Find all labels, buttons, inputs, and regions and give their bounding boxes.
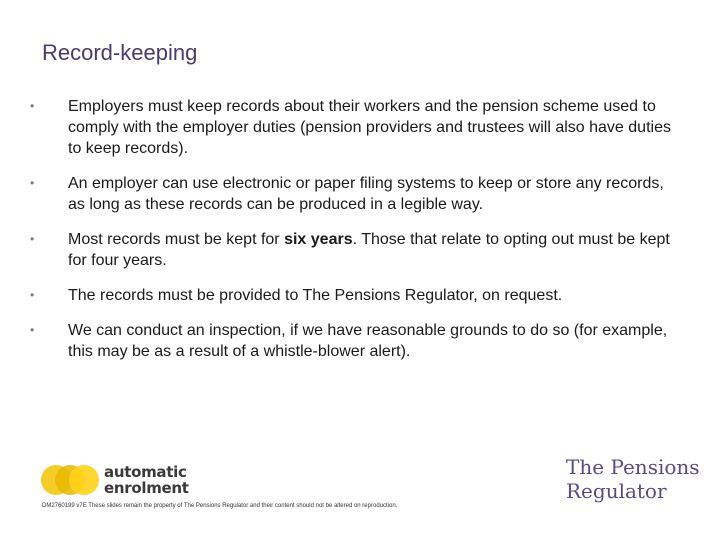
slide-title: Record-keeping [42,40,198,65]
tpr-logo-line2: Regulator [566,479,667,503]
bullet-text: The records must be provided to The Pensions Regulator, on request. [68,287,563,304]
bullet-text-end: . Those that relate to opting out must be kept for four years. [68,231,670,269]
ae-logo-line1: automatic [104,463,187,481]
bullet-text-emphasis: six years [284,231,353,248]
bullet-text-start: Most records must be kept for [68,231,285,248]
bullet-item [30,173,680,215]
bullet-dot: • [30,99,35,113]
bullet-text: Employers must keep records about their workers and the pension scheme used to comply with the employer duties (pension providers and trustees will also have duties to keep records). [68,98,671,157]
footer-disclaimer: DM2760199 v7E These slides remain the property of The Pensions Regulator and their content should not be altered on reproduction. [42,503,398,509]
bullet-dot: • [30,323,35,337]
bullet-item [30,285,680,306]
ae-logo-circles-icon [40,462,102,498]
bullet-dot: • [30,288,35,302]
bullet-item [30,320,680,362]
bullet-list [30,96,680,376]
automatic-enrolment-logo [40,462,210,498]
bullet-dot: • [30,176,35,190]
ae-logo-circle [69,465,99,495]
bullet-text: An employer can use electronic or paper filing systems to keep or store any records, as long as these records can be produced in a legible way. [68,175,664,213]
pensions-regulator-logo [566,455,700,503]
bullet-dot: • [30,232,35,246]
tpr-logo-line1: The Pensions [566,455,700,479]
bullet-text: We can conduct an inspection, if we have reasonable grounds to do so (for example, this may be as a result of a whistle-blower alert). [68,322,668,360]
ae-logo-line2: enrolment [104,479,189,497]
ae-logo-text [104,464,189,496]
bullet-item [30,96,680,159]
bullet-item [30,229,680,271]
